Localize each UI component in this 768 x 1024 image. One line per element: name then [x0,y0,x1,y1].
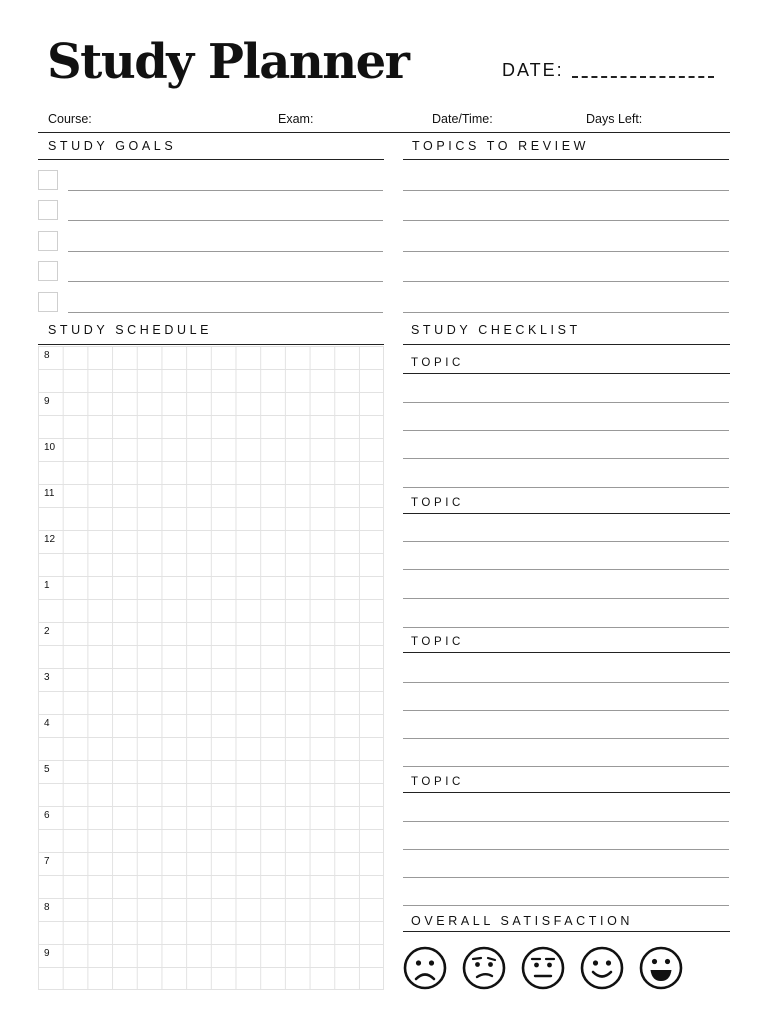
study-goals-heading: STUDY GOALS [48,139,177,153]
hour-label: 8 [44,350,50,361]
schedule-grid[interactable] [38,346,384,990]
grin-face-icon[interactable] [639,946,683,990]
date-time-label: Date/Time: [432,112,493,126]
hour-label: 4 [44,718,50,729]
study-goals-rule [38,159,384,160]
page-title: Study Planner [47,34,409,90]
hour-label: 9 [44,948,50,959]
date-label: DATE: [502,60,564,80]
checklist-line[interactable] [403,627,729,628]
checklist-topic-label: TOPIC [411,636,464,648]
header-divider [38,132,730,133]
checklist-topic-label: TOPIC [411,776,464,788]
study-schedule-rule [38,344,384,345]
topic-rule [403,652,730,653]
goal-line[interactable] [68,312,383,313]
hour-label: 9 [44,396,50,407]
checklist-line[interactable] [403,849,729,850]
overall-satisfaction-heading: OVERALL SATISFACTION [411,914,634,928]
checklist-line[interactable] [403,710,729,711]
neutral-face-icon[interactable] [521,946,565,990]
topic-rule [403,513,730,514]
topics-to-review-rule [403,159,729,160]
hour-label: 1 [44,580,50,591]
checklist-line[interactable] [403,541,729,542]
confused-face-icon[interactable] [462,946,506,990]
goal-line[interactable] [68,190,383,191]
hour-label: 6 [44,810,50,821]
hour-label: 3 [44,672,50,683]
sad-face-icon[interactable] [403,946,447,990]
checklist-line[interactable] [403,821,729,822]
hour-label: 5 [44,764,50,775]
checklist-line[interactable] [403,766,729,767]
topics-to-review-heading: TOPICS TO REVIEW [412,139,590,153]
hour-label: 8 [44,902,50,913]
checklist-line[interactable] [403,458,729,459]
goal-checkbox[interactable] [38,292,58,312]
checklist-line[interactable] [403,738,729,739]
goal-checkbox[interactable] [38,200,58,220]
review-line[interactable] [403,312,729,313]
checklist-line[interactable] [403,569,729,570]
goal-line[interactable] [68,220,383,221]
goal-checkbox[interactable] [38,170,58,190]
hour-label: 11 [44,488,55,499]
checklist-topic-label: TOPIC [411,357,464,369]
study-checklist-heading: STUDY CHECKLIST [411,323,581,337]
checklist-line[interactable] [403,402,729,403]
date-blank-line[interactable] [572,76,714,78]
checklist-topic-label: TOPIC [411,497,464,509]
days-left-label: Days Left: [586,112,643,126]
checklist-line[interactable] [403,877,729,878]
overall-satisfaction-rule [403,931,730,932]
goal-checkbox[interactable] [38,261,58,281]
hour-label: 10 [44,442,56,453]
hour-label: 2 [44,626,50,637]
date-field[interactable] [502,60,714,81]
topic-rule [403,792,730,793]
goal-checkbox[interactable] [38,231,58,251]
hour-label: 12 [44,534,56,545]
study-schedule-heading: STUDY SCHEDULE [48,323,213,337]
checklist-line[interactable] [403,598,729,599]
review-line[interactable] [403,281,729,282]
study-checklist-rule [403,344,730,345]
review-line[interactable] [403,190,729,191]
checklist-line[interactable] [403,487,729,488]
topic-rule [403,373,730,374]
checklist-line[interactable] [403,905,729,906]
review-line[interactable] [403,220,729,221]
smile-face-icon[interactable] [580,946,624,990]
review-line[interactable] [403,251,729,252]
checklist-line[interactable] [403,682,729,683]
course-label: Course: [48,112,92,126]
hour-label: 7 [44,856,50,867]
goal-line[interactable] [68,281,383,282]
goal-line[interactable] [68,251,383,252]
checklist-line[interactable] [403,430,729,431]
exam-label: Exam: [278,112,314,126]
